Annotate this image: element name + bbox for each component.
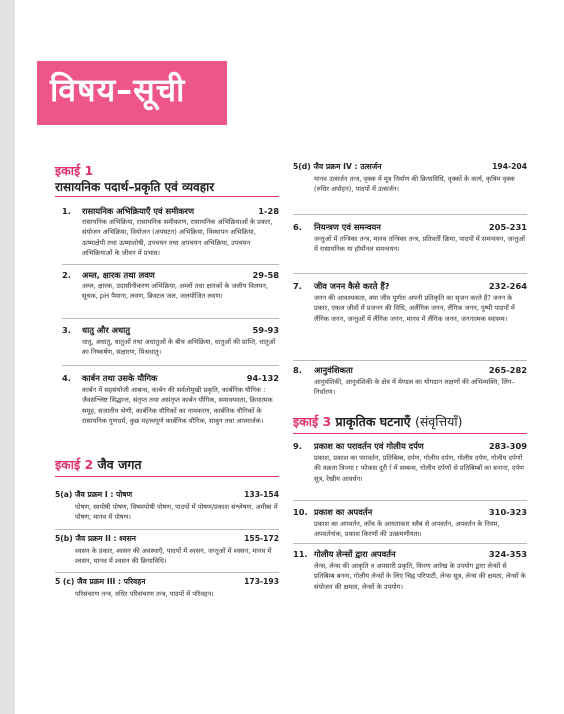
chapter-1-pages: 1-28 xyxy=(258,206,279,216)
page-title: विषय–सूची xyxy=(50,71,186,109)
section-5a-description: पोषण, स्वपोषी पोषण, विषमपोषी पोषण, पादपों में पोषण/प्रकाश संश्लेषण, अमीबा में पोषण, मानव में पोषण। xyxy=(75,503,278,522)
chapter-6-title[interactable]: नियन्त्रण एवं समन्वयन xyxy=(314,222,381,232)
section-5d-title: जैव प्रक्रम IV : उत्सर्जन xyxy=(313,162,382,171)
chapter-2-title[interactable]: अम्ल, क्षारक तथा लवण xyxy=(82,270,155,280)
section-5b-description: श्वसन के प्रकार, श्वसन की अवस्थाएँ, पादपों में श्वसन, जन्तुओं में श्वसन, मानव में श्वसन, मानव में श्वसन की क्रियाविधि। xyxy=(75,547,272,566)
chapter-3-pages: 59-93 xyxy=(252,325,279,335)
chapter-divider xyxy=(62,318,279,319)
unit-3-label: इकाई 3 xyxy=(293,414,332,429)
unit-3-rule xyxy=(293,433,527,434)
section-5b-number: 5(b) xyxy=(55,534,73,543)
unit-1-label: इकाई 1 xyxy=(55,163,94,178)
section-5c-title-line[interactable] xyxy=(55,577,146,587)
section-5a-title: जैव प्रक्रम I : पोषण xyxy=(75,490,133,499)
chapter-2-description: अम्ल, क्षारक, उदासीनीकरण अभिक्रिया, अम्लों तथा क्षारकों के जलीय विलयन, सूचक, pH पैमाना, लवण, क्रिस्टल जल, जलयोजित लवण। xyxy=(82,282,268,301)
unit-3-label-line xyxy=(293,413,462,430)
chapter-11-number: 11. xyxy=(293,549,308,559)
chapter-10-title[interactable]: प्रकाश का अपवर्तन xyxy=(314,507,373,517)
chapter-4-title[interactable]: कार्बन तथा उसके यौगिक xyxy=(82,373,158,383)
left-margin-bar xyxy=(0,0,15,714)
chapter-7-description: जनन की आवश्यकता, क्या जीव पूर्णतः अपनी प्रतिकृति का सृजन करते हैं? जनन के प्रकार, एकल जीवों में प्रजनन की विधि, अलैंगिक जनन, लैंगिक जनन, पुष्पी पादपों में लैंगिक जनन, जन्तुओं में लैंगिक जनन, मानव में लैंगिक जनन, जननात्मक स्वास्थ्य। xyxy=(314,294,515,323)
section-5a-number: 5(a) xyxy=(55,490,73,499)
chapter-10-description: प्रकाश का अपवर्तन, काँच के आयताकार स्लैब से अपवर्तन, अपवर्तन के नियम, अपवर्तनांक, प्रकाश किरणों की उत्क्रमणीयता। xyxy=(314,520,500,539)
unit-3-title: प्राकृतिक घटनाएँ xyxy=(335,414,411,429)
chapter-8-number: 8. xyxy=(293,365,302,375)
chapter-2-number: 2. xyxy=(62,270,71,280)
section-divider xyxy=(293,214,527,215)
chapter-7-pages: 232-264 xyxy=(488,281,527,291)
chapter-3-title[interactable]: धातु और अधातु xyxy=(82,325,130,335)
chapter-divider xyxy=(293,273,527,274)
chapter-8-pages: 265-282 xyxy=(488,365,527,375)
chapter-11-title[interactable]: गोलीय लेन्सों द्वारा अपवर्तन xyxy=(314,549,396,559)
section-5a-pages: 133-154 xyxy=(244,490,279,499)
chapter-11-description: लेन्स, लेन्स की आकृति व अपसारी प्रकृति, किरण आरेख के उपयोग द्वारा लेन्सों से प्रतिबिम्ब बनना, गोलीय लेन्सों के लिए चिह्न परिपाटी, लेन्स सूत्र, लेन्स की क्षमता, लेन्सों के संयोजन की क्षमता, लेन्सों के उपयोग। xyxy=(314,562,526,591)
chapter-10-number: 10. xyxy=(293,507,308,517)
unit-2-label: इकाई 2 xyxy=(55,457,94,472)
unit-2-rule xyxy=(55,476,279,477)
chapter-4-description: कार्बन में सहसंयोजी आबन्ध, कार्बन की सर्वतोमुखी प्रकृति, कार्बनिक यौगिक : जैवसंश्लिष्ट सिद्धान्त, संतृप्त तथा असंतृप्त कार्बन यौगिक, समावयवता, क्रियात्मक समूह, सजातीय श्रेणी, कार्बनिक यौगिकों का नामकरण, कार्बनिक यौगिकों के रासायनिक गुणधर्म, कुछ महत्त्वपूर्ण कार्बनिक यौगिक, साबुन तथा अपमार्जक। xyxy=(82,386,273,426)
chapter-1-title[interactable]: रासायनिक अभिक्रियाएँ एवं समीकरण xyxy=(82,206,194,216)
section-5b-pages: 155-172 xyxy=(244,534,279,543)
chapter-9-number: 9. xyxy=(293,441,302,451)
unit-1-rule xyxy=(55,196,279,197)
section-5b-title: जैव प्रक्रम II : श्वसन xyxy=(75,534,136,543)
section-divider xyxy=(55,529,279,530)
chapter-7-title[interactable]: जीव जनन कैसे करते हैं? xyxy=(314,281,390,291)
section-5d-pages: 194-204 xyxy=(492,162,527,171)
section-5c-title: जैव प्रक्रम III : परिवहन xyxy=(77,577,146,586)
chapter-divider xyxy=(293,543,527,544)
chapter-6-description: जन्तुओं में तन्त्रिका तन्त्र, मानव तन्त्रिका तन्त्र, प्रतिवर्ती क्रिया, पादपों में समन्वयन, जन्तुओं में रासायनिक या हॉर्मोनल समन्वयन। xyxy=(314,235,525,254)
chapter-3-description: धातु, अधातु, धातुओं तथा अधातुओं के बीच अभिक्रिया, धातुओं की प्राप्ति, धातुओं का निष्कर्षण, संक्षारण, मिश्रधातु। xyxy=(82,338,276,357)
chapter-8-description: आनुवंशिकी, आनुवंशिकी के क्षेत्र में मेण्डल का योगदान लक्षणों की अभिव्यक्ति, लिंग–निर्धारण। xyxy=(314,378,515,397)
chapter-1-description: रासायनिक अभिक्रिया, रासायनिक समीकरण, रासायनिक अभिक्रियाओं के प्रकार, संयोजन अभिक्रिया, वियोजन (अपघटन) अभिक्रिया, विस्थापन अभिक्रिया, ऊष्माक्षेपी तथा ऊष्माशोषी, उपचयन तथा अपचयन अभिक्रिया, उपचयन अभिक्रियाओं के जीवन में प्रभाव। xyxy=(82,218,273,258)
section-5c-number: 5 (c) xyxy=(55,577,75,586)
chapter-10-pages: 310-323 xyxy=(488,507,527,517)
chapter-divider xyxy=(62,264,279,265)
chapter-8-title[interactable]: आनुवंशिकता xyxy=(314,365,353,375)
section-5d-title-line[interactable] xyxy=(293,162,382,172)
section-5d-number: 5(d) xyxy=(293,162,311,171)
chapter-11-pages: 324-353 xyxy=(488,549,527,559)
chapter-4-pages: 94-132 xyxy=(246,373,279,383)
section-5c-pages: 173-193 xyxy=(244,577,279,586)
chapter-3-number: 3. xyxy=(62,325,71,335)
chapter-7-number: 7. xyxy=(293,281,302,291)
chapter-divider xyxy=(293,360,527,361)
chapter-6-number: 6. xyxy=(293,222,302,232)
unit-2-label-line xyxy=(55,456,142,473)
section-divider xyxy=(55,572,279,573)
chapter-9-description: प्रकाश, प्रकाश का परावर्तन, प्रतिबिम्ब, दर्पण, गोलीय दर्पण, गोलीय दर्पण, गोलीय दर्पणों की वक्रता त्रिज्या r फोकस दूरी f में सम्बन्ध, गोलीय दर्पणों से प्रतिबिम्बों का बनाना, दर्पण सूत्र, रेखीय आवर्धन। xyxy=(314,454,524,483)
chapter-9-title[interactable]: प्रकाश का परावर्तन एवं गोलीय दर्पण xyxy=(314,441,424,451)
unit-2-title: जैव जगत xyxy=(97,457,142,472)
unit-3-subtitle: (संवृत्तियाँ) xyxy=(414,414,463,429)
chapter-divider xyxy=(293,500,527,501)
chapter-2-pages: 29-58 xyxy=(252,270,279,280)
chapter-1-number: 1. xyxy=(62,206,71,216)
section-5a-title-line[interactable] xyxy=(55,490,132,500)
chapter-9-pages: 283-309 xyxy=(488,441,527,451)
section-5b-title-line[interactable] xyxy=(55,534,136,544)
chapter-6-pages: 205-231 xyxy=(488,222,527,232)
section-5c-description: परिसंचरण तन्त्र, रुधिर परिसंचरण तन्त्र, पादपों में परिवहन। xyxy=(75,590,214,598)
section-5d-description: मानव उत्सर्जन तन्त्र, वृक्क में मूत्र निर्माण की क्रियाविधि, वृक्कों के कार्य, कृत्रिम वृक्क (रुधिर अपोहन), पादपों में उत्सर्जन। xyxy=(314,175,515,194)
unit-1-title: रासायनिक पदार्थ–प्रकृति एवं व्यवहार xyxy=(55,180,215,194)
chapter-4-number: 4. xyxy=(62,373,71,383)
chapter-divider xyxy=(62,365,279,366)
